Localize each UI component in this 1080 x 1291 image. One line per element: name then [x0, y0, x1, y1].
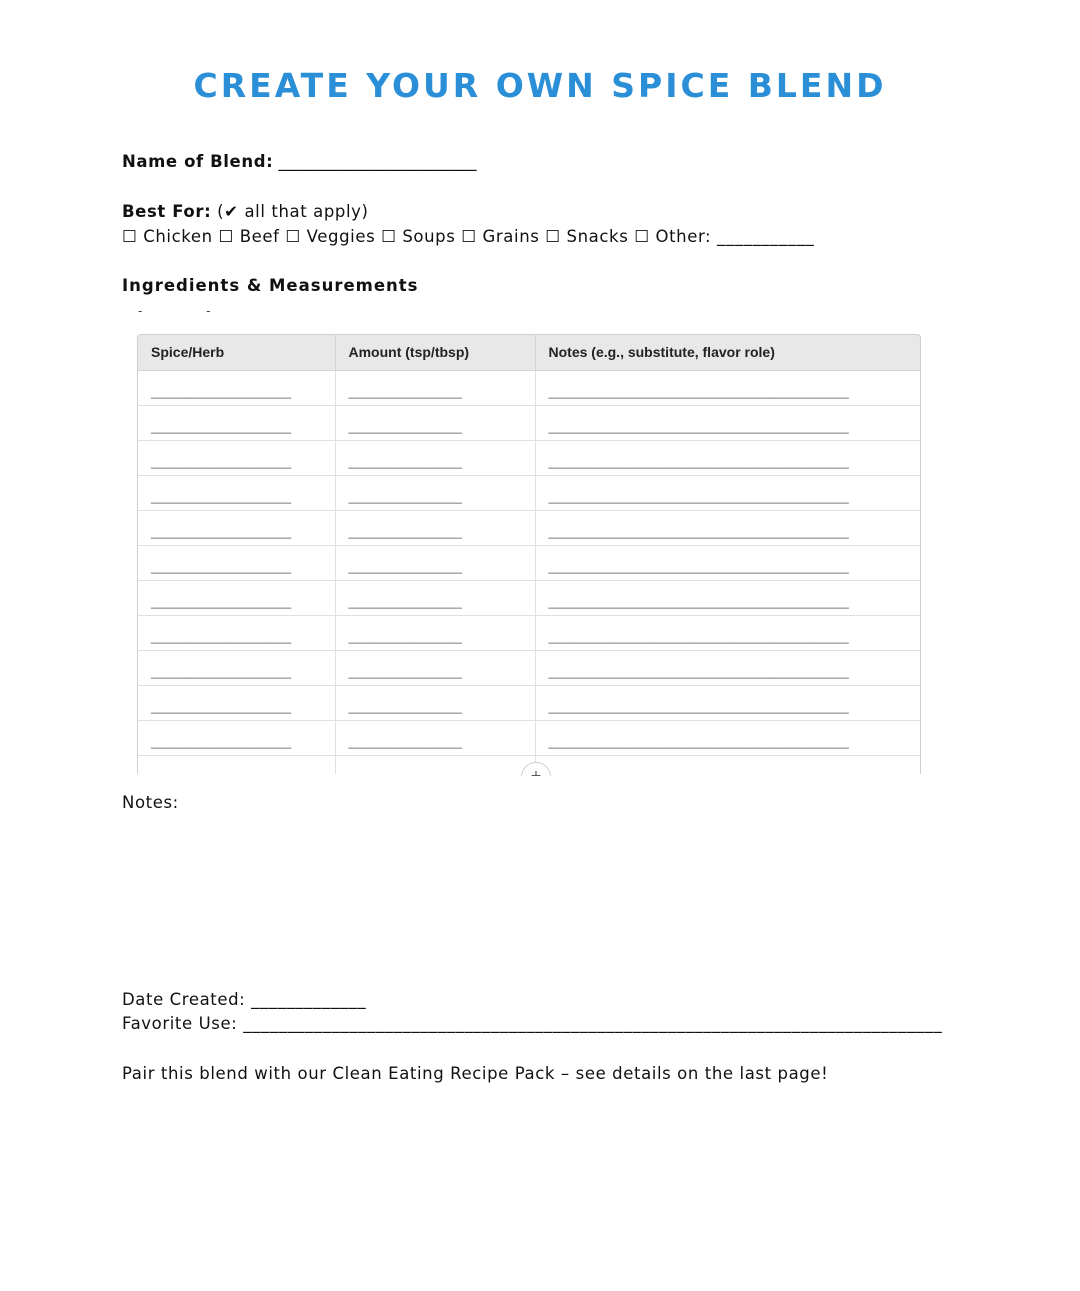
spice-cell[interactable]: _____________________	[138, 545, 335, 580]
col-header-spice: Spice/Herb	[138, 335, 335, 370]
table-header-row	[138, 335, 920, 370]
amount-cell[interactable]: _________________	[335, 475, 535, 510]
spice-cell[interactable]: _____________________	[138, 580, 335, 615]
table-row	[138, 615, 920, 650]
amount-cell[interactable]: _________________	[335, 685, 535, 720]
table-row	[138, 370, 920, 405]
amount-cell[interactable]: _________________	[335, 615, 535, 650]
notes-label: Notes:	[122, 793, 179, 812]
amount-cell[interactable]: _________________	[335, 370, 535, 405]
spice-cell[interactable]: _____________________	[138, 685, 335, 720]
spice-cell[interactable]: _____________________	[138, 475, 335, 510]
notes-cell[interactable]: _____________________________________________	[535, 475, 920, 510]
col-header-amount: Amount (tsp/tbsp)	[335, 335, 535, 370]
footer-promo-text: Pair this blend with our Clean Eating Recipe Pack – see details on the last page!	[122, 1064, 829, 1083]
stray-marks: - -	[138, 304, 241, 318]
amount-cell[interactable]	[335, 755, 535, 775]
name-of-blend-label: Name of Blend:	[122, 152, 274, 171]
spice-cell[interactable]: _____________________	[138, 440, 335, 475]
table-row	[138, 510, 920, 545]
amount-cell[interactable]: _________________	[335, 650, 535, 685]
date-created-field[interactable]: Date Created: _____________	[122, 990, 367, 1009]
best-for-options[interactable]: ☐ Chicken ☐ Beef ☐ Veggies ☐ Soups ☐ Grains ☐ Snacks ☐ Other: ___________	[122, 227, 815, 246]
spice-cell[interactable]: _____________________	[138, 650, 335, 685]
amount-cell[interactable]: _________________	[335, 510, 535, 545]
amount-cell[interactable]: _________________	[335, 440, 535, 475]
amount-cell[interactable]: _________________	[335, 580, 535, 615]
spice-cell[interactable]: _____________________	[138, 405, 335, 440]
ingredients-table	[137, 334, 921, 775]
table-row	[138, 405, 920, 440]
name-of-blend-row	[122, 152, 477, 171]
favorite-use-field[interactable]: Favorite Use: _______________________________________________________________________________	[122, 1014, 943, 1033]
table-row	[138, 720, 920, 755]
notes-cell[interactable]: _____________________________________________	[535, 510, 920, 545]
table-row	[138, 475, 920, 510]
notes-cell[interactable]: _____________________________________________	[535, 545, 920, 580]
spice-cell[interactable]: _____________________	[138, 720, 335, 755]
amount-cell[interactable]: _________________	[335, 405, 535, 440]
page-title: CREATE YOUR OWN SPICE BLEND	[193, 66, 887, 105]
notes-cell[interactable]: _____________________________________________	[535, 370, 920, 405]
notes-cell[interactable]: _____________________________________________	[535, 650, 920, 685]
notes-cell[interactable]: _____________________________________________	[535, 580, 920, 615]
table-row	[138, 685, 920, 720]
amount-cell[interactable]: _________________	[335, 545, 535, 580]
best-for-label: Best For:	[122, 202, 212, 221]
spice-cell[interactable]: _____________________	[138, 370, 335, 405]
table-row	[138, 440, 920, 475]
notes-cell[interactable]: _____________________________________________	[535, 405, 920, 440]
table-row	[138, 580, 920, 615]
ingredients-heading: Ingredients & Measurements	[122, 276, 419, 295]
notes-cell[interactable]: _____________________________________________	[535, 615, 920, 650]
spice-cell[interactable]	[138, 755, 335, 775]
best-for-hint: (✔ all that apply)	[211, 202, 369, 221]
notes-cell[interactable]: _____________________________________________	[535, 440, 920, 475]
table-fade-lower	[120, 776, 940, 794]
best-for-row	[122, 202, 369, 221]
notes-cell[interactable]: _____________________________________________	[535, 685, 920, 720]
table-row	[138, 650, 920, 685]
notes-cell[interactable]: _____________________________________________	[535, 720, 920, 755]
amount-cell[interactable]: _________________	[335, 720, 535, 755]
col-header-notes: Notes (e.g., substitute, flavor role)	[535, 335, 920, 370]
table-row	[138, 545, 920, 580]
name-of-blend-blank[interactable]: ________________________	[273, 152, 477, 171]
notes-cell[interactable]	[535, 755, 920, 775]
spice-cell[interactable]: _____________________	[138, 510, 335, 545]
spice-cell[interactable]: _____________________	[138, 615, 335, 650]
